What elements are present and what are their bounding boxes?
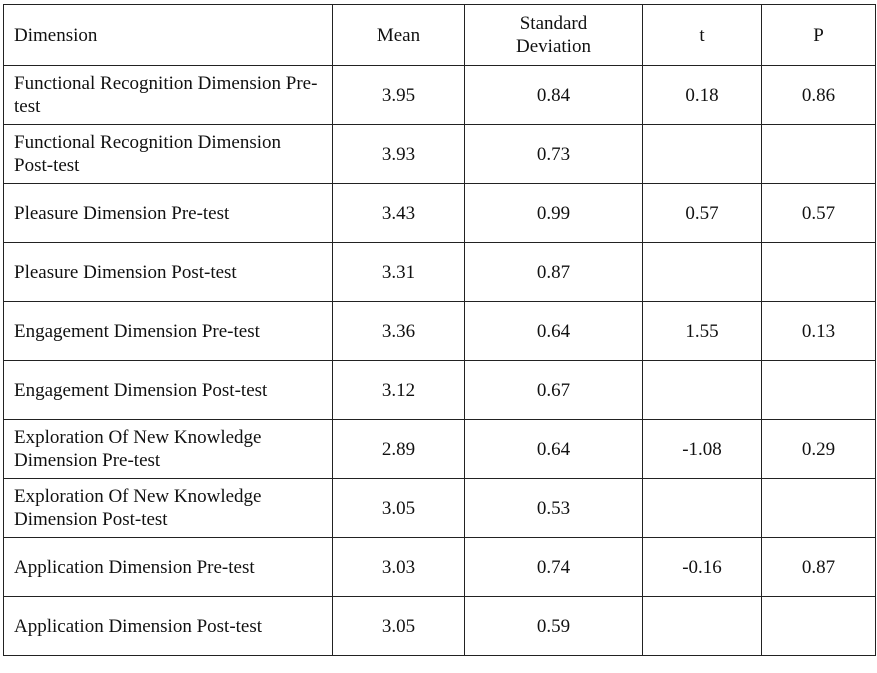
cell-dimension: Exploration Of New Knowledge Dimension Pre-test xyxy=(4,420,333,479)
cell-standard-deviation: 0.64 xyxy=(465,420,643,479)
cell-t xyxy=(643,125,762,184)
table-row xyxy=(4,361,876,420)
cell-p xyxy=(762,597,876,656)
cell-t xyxy=(643,361,762,420)
header-dimension: Dimension xyxy=(4,5,333,66)
cell-standard-deviation: 0.53 xyxy=(465,479,643,538)
cell-p xyxy=(762,243,876,302)
cell-standard-deviation: 0.73 xyxy=(465,125,643,184)
cell-standard-deviation: 0.67 xyxy=(465,361,643,420)
cell-mean: 3.05 xyxy=(333,597,465,656)
cell-standard-deviation: 0.64 xyxy=(465,302,643,361)
cell-mean: 3.93 xyxy=(333,125,465,184)
table-row xyxy=(4,597,876,656)
table-row xyxy=(4,420,876,479)
header-row xyxy=(4,5,876,66)
cell-standard-deviation: 0.74 xyxy=(465,538,643,597)
cell-dimension: Pleasure Dimension Pre-test xyxy=(4,184,333,243)
cell-dimension: Engagement Dimension Post-test xyxy=(4,361,333,420)
cell-dimension: Application Dimension Pre-test xyxy=(4,538,333,597)
cell-mean: 3.05 xyxy=(333,479,465,538)
cell-dimension: Functional Recognition Dimension Post-test xyxy=(4,125,333,184)
table-row xyxy=(4,125,876,184)
cell-dimension: Functional Recognition Dimension Pre-test xyxy=(4,66,333,125)
cell-mean: 3.95 xyxy=(333,66,465,125)
table-row xyxy=(4,538,876,597)
cell-t xyxy=(643,243,762,302)
cell-standard-deviation: 0.84 xyxy=(465,66,643,125)
cell-t: 0.18 xyxy=(643,66,762,125)
cell-p: 0.29 xyxy=(762,420,876,479)
cell-mean: 3.03 xyxy=(333,538,465,597)
cell-dimension: Engagement Dimension Pre-test xyxy=(4,302,333,361)
cell-t xyxy=(643,597,762,656)
cell-t: -0.16 xyxy=(643,538,762,597)
table-row xyxy=(4,184,876,243)
cell-standard-deviation: 0.59 xyxy=(465,597,643,656)
cell-standard-deviation: 0.99 xyxy=(465,184,643,243)
cell-dimension: Application Dimension Post-test xyxy=(4,597,333,656)
cell-dimension: Exploration Of New Knowledge Dimension Post-test xyxy=(4,479,333,538)
cell-p xyxy=(762,361,876,420)
header-p: P xyxy=(762,5,876,66)
cell-p: 0.87 xyxy=(762,538,876,597)
cell-mean: 2.89 xyxy=(333,420,465,479)
statistics-table xyxy=(3,4,876,656)
cell-dimension: Pleasure Dimension Post-test xyxy=(4,243,333,302)
table-row xyxy=(4,479,876,538)
cell-p: 0.57 xyxy=(762,184,876,243)
cell-p: 0.13 xyxy=(762,302,876,361)
cell-t: -1.08 xyxy=(643,420,762,479)
cell-standard-deviation: 0.87 xyxy=(465,243,643,302)
cell-mean: 3.31 xyxy=(333,243,465,302)
cell-p: 0.86 xyxy=(762,66,876,125)
table-row xyxy=(4,66,876,125)
table-body xyxy=(4,66,876,656)
table-row xyxy=(4,302,876,361)
header-standard-deviation xyxy=(465,5,643,66)
cell-p xyxy=(762,125,876,184)
cell-t: 0.57 xyxy=(643,184,762,243)
header-mean: Mean xyxy=(333,5,465,66)
cell-mean: 3.12 xyxy=(333,361,465,420)
header-standard-deviation-text: Standard Deviation xyxy=(516,13,591,57)
cell-t: 1.55 xyxy=(643,302,762,361)
cell-mean: 3.36 xyxy=(333,302,465,361)
cell-t xyxy=(643,479,762,538)
cell-p xyxy=(762,479,876,538)
cell-mean: 3.43 xyxy=(333,184,465,243)
header-t: t xyxy=(643,5,762,66)
table-row xyxy=(4,243,876,302)
